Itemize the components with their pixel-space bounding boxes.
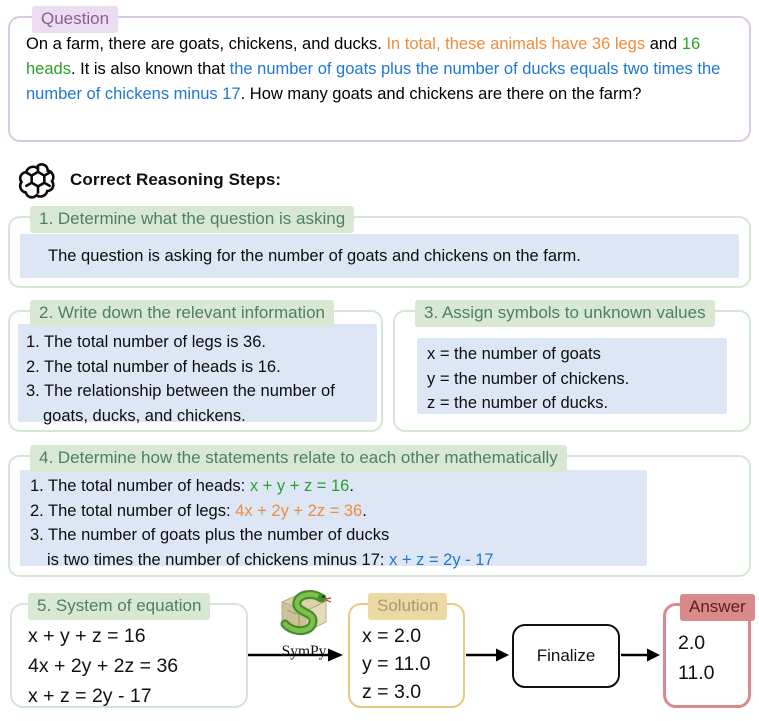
step-4-panel xyxy=(8,448,751,577)
step-1-content xyxy=(20,234,739,278)
step-4-item-3-prefix: is two times the number of chickens minus 17: xyxy=(47,550,390,569)
step-4-item-0-suffix: . xyxy=(349,477,354,495)
arrow-system-to-solution xyxy=(248,645,344,670)
step-1-panel xyxy=(8,209,751,288)
solution-panel xyxy=(348,596,465,708)
step-4-item-3-equation: x + z = 2y - 17 xyxy=(389,550,494,569)
equation-line-2: x + z = 2y - 17 xyxy=(28,685,152,707)
step-3-content xyxy=(417,338,727,414)
answer-label: Answer xyxy=(680,594,755,621)
reasoning-header xyxy=(18,160,281,200)
sympy-snake-logo-icon xyxy=(273,588,335,640)
step-4-item-3 xyxy=(30,548,637,573)
step-2-panel xyxy=(8,303,383,432)
finalize-box xyxy=(512,624,620,688)
step-4-item-2-prefix: 3. The number of goats plus the number of ducks xyxy=(30,526,390,544)
equation-line-0: x + y + z = 16 xyxy=(28,625,146,647)
step-4-item-0-equation: x + y + z = 16 xyxy=(249,477,350,495)
step-1-label: 1. Determine what the question is asking xyxy=(30,206,354,233)
solution-line-2: z = 3.0 xyxy=(362,681,422,703)
step-4-item-0-prefix: 1. The total number of heads: xyxy=(30,477,250,495)
question-segment-3: 16 heads xyxy=(26,35,701,78)
solution-line-0: x = 2.0 xyxy=(362,625,422,647)
sympy-caption: SymPy xyxy=(281,643,327,660)
step-3-panel xyxy=(393,303,751,432)
step-2-content xyxy=(18,324,377,425)
equation-line-1: 4x + 2y + 2z = 36 xyxy=(28,655,179,677)
question-segment-0: On a farm, there are goats, chickens, and ducks. xyxy=(26,35,387,53)
answer-value-1: 11.0 xyxy=(678,662,715,684)
step-4-item-1 xyxy=(30,499,637,524)
reasoning-header-title: Correct Reasoning Steps: xyxy=(70,170,282,189)
answer-value-0: 2.0 xyxy=(678,632,706,654)
system-of-equation-content xyxy=(28,621,178,711)
question-segment-4: . It is also known that xyxy=(70,60,230,78)
arrow-solution-to-finalize xyxy=(466,645,510,670)
step-4-item-1-equation: 4x + 2y + 2z = 36 xyxy=(235,501,363,520)
question-panel xyxy=(8,9,751,142)
step-4-item-1-suffix: . xyxy=(362,501,367,520)
solution-label: Solution xyxy=(368,593,447,620)
step-4-label: 4. Determine how the statements relate to each other mathematically xyxy=(30,445,567,472)
question-label: Question xyxy=(32,6,118,33)
step-3-line-2: z = the number of ducks. xyxy=(427,394,609,412)
question-segment-2: and xyxy=(645,35,682,53)
step-2-label: 2. Write down the relevant information xyxy=(30,300,334,327)
step-4-content xyxy=(20,470,647,569)
step-4-item-0 xyxy=(30,474,637,499)
step-4-item-1-prefix: 2. The total number of legs: xyxy=(30,501,236,520)
openai-logo-icon xyxy=(18,160,58,200)
question-text xyxy=(10,18,749,117)
arrow-finalize-to-answer xyxy=(621,645,661,670)
solution-line-1: y = 11.0 xyxy=(362,653,431,675)
step-2-line-1: 2. The total number of heads is 16. xyxy=(26,357,281,376)
step-4-item-2 xyxy=(30,523,637,548)
system-of-equation-panel xyxy=(10,596,248,708)
step-2-line-0: 1. The total number of legs is 36. xyxy=(26,333,266,351)
step-3-label: 3. Assign symbols to unknown values xyxy=(415,300,715,327)
question-segment-1: In total, these animals have 36 legs xyxy=(386,35,646,53)
step-1-body: The question is asking for the number of goats and chickens on the farm. xyxy=(48,246,581,265)
solution-content xyxy=(362,622,430,706)
step-3-line-0: x = the number of goats xyxy=(427,345,601,363)
question-segment-5: the number of goats plus the number of ducks equals two times the number of chickens minus 17 xyxy=(26,60,721,103)
step-3-line-1: y = the number of chickens. xyxy=(427,369,630,388)
question-segment-6: . How many goats and chickens are there on the farm? xyxy=(240,85,642,103)
answer-panel xyxy=(663,597,751,708)
step-2-line-2: 3. The relationship between the number of goats, ducks, and chickens. xyxy=(26,382,335,425)
answer-content xyxy=(678,628,715,688)
finalize-label: Finalize xyxy=(536,646,596,665)
system-of-equation-label: 5. System of equation xyxy=(28,593,210,620)
